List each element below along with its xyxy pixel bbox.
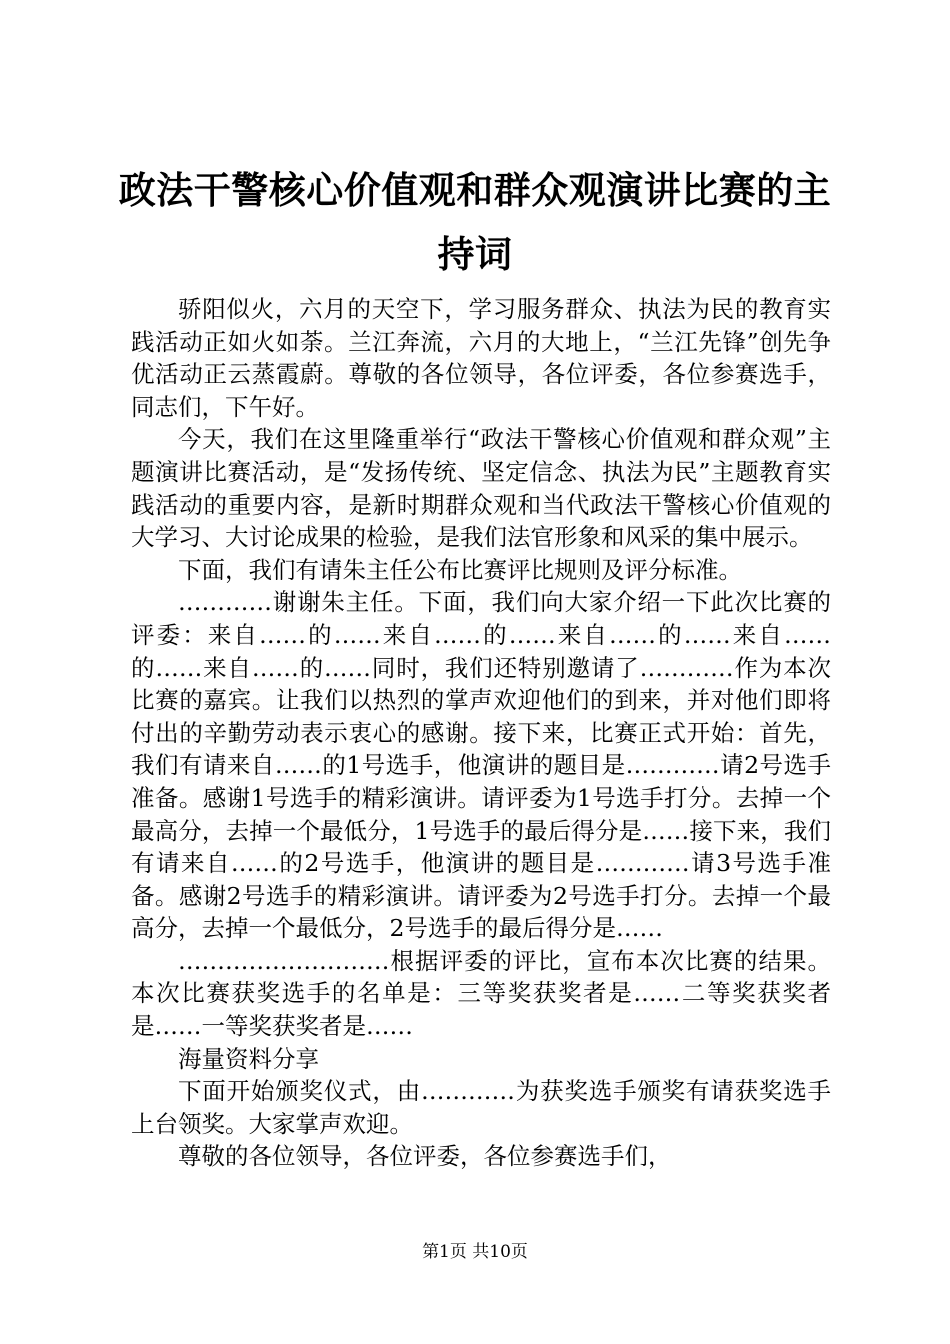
- paragraph-resource-note: 海量资料分享: [178, 1044, 319, 1073]
- paragraph-introduction: 今天，我们在这里隆重举行“政法干警核心价值观和群众观”主题演讲比赛活动，是“发扬传统、坚定信念、执法为民”主题教育实践活动的重要内容，是新时期群众观和当代政法干警核心价值观的大学习、大讨论成果的检验，是我们法官形象和风采的集中展示。: [131, 425, 831, 552]
- paragraph-closing: 尊敬的各位领导，各位评委，各位参赛选手们，: [178, 1142, 672, 1171]
- paragraph-judges-and-contestants: …………谢谢朱主任。下面，我们向大家介绍一下此次比赛的评委：来自……的……来自……的……来自……的……来自……的……来自……的……同时，我们还特别邀请了…………作为本次比赛的嘉宾。让我们以热烈的掌声欢迎他们的到来，并对他们即将付出的辛勤劳动表示衷心的感谢。接下来，比赛正式开始：首先，我们有请来自……的1号选手，他演讲的题目是…………请2号选手准备。感谢1号选手的精彩演讲。请评委为1号选手打分。去掉一个最高分，去掉一个最低分，1号选手的最后得分是……接下来，我们有请来自……的2号选手，他演讲的题目是…………请3号选手准备。感谢2号选手的精彩演讲。请评委为2号选手打分。去掉一个最高分，去掉一个最低分，2号选手的最后得分是……: [131, 588, 831, 943]
- document-title: 政法干警核心价值观和群众观演讲比赛的主持词: [118, 168, 832, 276]
- paragraph-opening: 骄阳似火，六月的天空下，学习服务群众、执法为民的教育实践活动正如火如荼。兰江奔流，六月的大地上，“兰江先锋”创先争优活动正云蒸霞蔚。尊敬的各位领导，各位评委，各位参赛选手，同志们，下午好。: [131, 295, 831, 421]
- paragraph-rules: 下面，我们有请朱主任公布比赛评比规则及评分标准。: [178, 555, 742, 584]
- document-body: [131, 293, 831, 1173]
- paragraph-results: ………………………根据评委的评比，宣布本次比赛的结果。本次比赛获奖选手的名单是：三等奖获奖者是……二等奖获奖者是……一等奖获奖者是……: [131, 946, 831, 1041]
- page-number-footer: 第1页 共10页: [422, 1242, 528, 1262]
- paragraph-award-ceremony: 下面开始颁奖仪式，由…………为获奖选手颁奖有请获奖选手上台领奖。大家掌声欢迎。: [131, 1077, 831, 1138]
